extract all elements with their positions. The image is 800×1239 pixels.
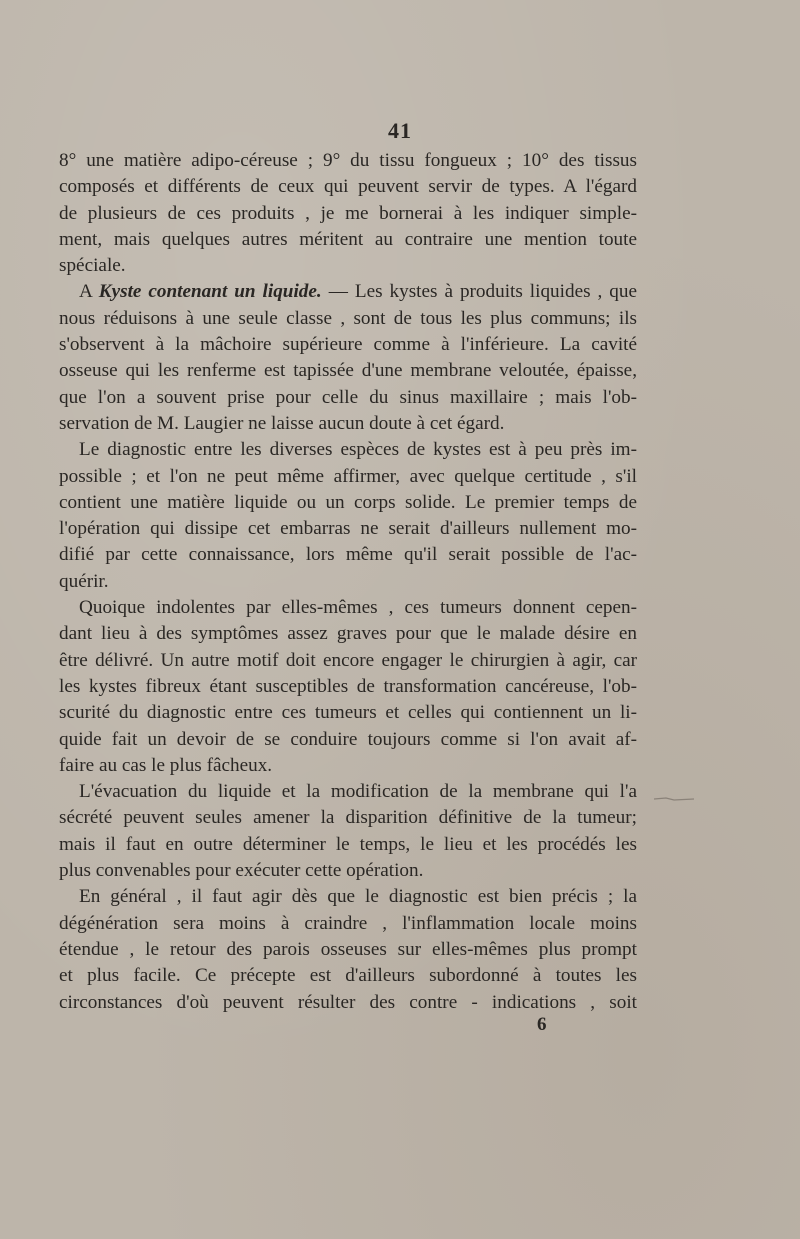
text-line: plus convenables pour exécuter cette opération. xyxy=(59,860,424,882)
text-line: En général , il faut agir dès que le diagnostic est bien précis ; la xyxy=(79,886,637,908)
text-line: difié par cette connaissance, lors même qu'il serait possible de l'ac- xyxy=(59,544,637,566)
text-line: quide fait un devoir de se conduire toujours comme si l'on avait af- xyxy=(59,728,637,750)
text-line: faire au cas le plus fâcheux. xyxy=(59,754,273,776)
text-line: nous réduisons à une seule classe , sont de tous les plus communs; ils xyxy=(59,307,637,329)
text-line: Quoique indolentes par elles-mêmes , ces tumeurs donnent cepen- xyxy=(79,597,637,619)
section-heading: Kyste contenant un liquide. xyxy=(98,281,322,303)
text-line: 8° une matière adipo-céreuse ; 9° du tissu fongueux ; 10° des tissus xyxy=(59,150,637,171)
text-line: osseuse qui les renferme est tapissée d'une membrane veloutée, épaisse, xyxy=(59,360,637,382)
text-line: spéciale. xyxy=(59,255,126,277)
body-text xyxy=(59,148,637,1016)
signature-mark: 6 xyxy=(537,1014,547,1035)
text-line: quérir. xyxy=(59,570,109,592)
text-line: possible ; et l'on ne peut même affirmer, avec quelque certitude , s'il xyxy=(59,465,637,487)
text-line: de plusieurs de ces produits , je me bornerai à les indiquer simple- xyxy=(59,202,637,224)
text-line: Le diagnostic entre les diverses espèces de kystes est à peu près im- xyxy=(79,439,637,461)
text-line: composés et différents de ceux qui peuvent servir de types. A l'égard xyxy=(59,176,637,198)
text-line: s'observent à la mâchoire supérieure comme à l'inférieure. La cavité xyxy=(59,334,637,356)
text-line: dégénération sera moins à craindre , l'inflammation locale moins xyxy=(59,912,637,934)
text-line: mais il faut en outre déterminer le temps, le lieu et les procédés les xyxy=(59,833,637,855)
text-line: servation de M. Laugier ne laisse aucun doute à cet égard. xyxy=(59,412,505,434)
text-line: A Kyste contenant un liquide. — Les kystes à produits liquides , que xyxy=(79,281,637,303)
text-line: L'évacuation du liquide et la modification de la membrane qui l'a xyxy=(79,781,637,803)
text-line: sécrété peuvent seules amener la disparition définitive de la tumeur; xyxy=(59,807,637,829)
text-line: les kystes fibreux étant susceptibles de transformation cancéreuse, l'ob- xyxy=(59,675,637,697)
text-line: l'opération qui dissipe cet embarras ne serait d'ailleurs nullement mo- xyxy=(59,518,637,540)
text-line: être délivré. Un autre motif doit encore engager le chirurgien à agir, car xyxy=(59,649,637,671)
text-line: que l'on a souvent prise pour celle du sinus maxillaire ; mais l'ob- xyxy=(59,386,637,408)
text-line: contient une matière liquide ou un corps solide. Le premier temps de xyxy=(59,491,637,513)
text-line: circonstances d'où peuvent résulter des contre - indications , soit xyxy=(59,991,637,1013)
page-number: 41 xyxy=(388,118,412,143)
text-line: et plus facile. Ce précepte est d'ailleurs subordonné à toutes les xyxy=(59,965,637,987)
text-line: ment, mais quelques autres méritent au contraire une mention toute xyxy=(59,228,637,250)
text-line: étendue , le retour des parois osseuses sur elles-mêmes plus prompt xyxy=(59,938,637,960)
text-line: scurité du diagnostic entre ces tumeurs et celles qui contiennent un li- xyxy=(59,702,637,724)
text-line: dant lieu à des symptômes assez graves pour que le malade désire en xyxy=(59,623,637,645)
margin-mark xyxy=(654,794,694,804)
